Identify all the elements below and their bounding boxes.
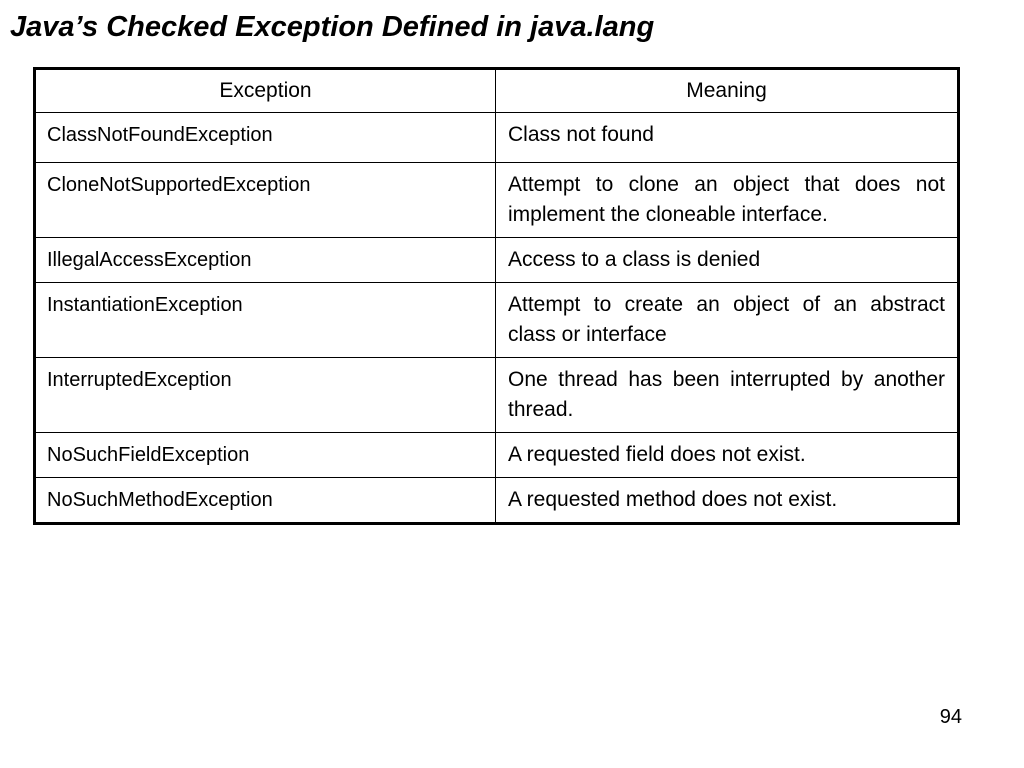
- table-row: [35, 163, 959, 238]
- table-row: [35, 238, 959, 283]
- exception-name-cell: IllegalAccessException: [35, 238, 496, 283]
- exceptions-table: [33, 67, 960, 525]
- exception-name-cell: NoSuchFieldException: [35, 433, 496, 478]
- slide-title: Java’s Checked Exception Defined in java.lang: [10, 11, 655, 43]
- exception-name-cell: InterruptedException: [35, 358, 496, 433]
- exception-meaning-cell: Attempt to create an object of an abstract class or interface: [496, 283, 959, 358]
- exception-name-cell: CloneNotSupportedException: [35, 163, 496, 238]
- table-row: [35, 478, 959, 524]
- exception-name-cell: NoSuchMethodException: [35, 478, 496, 524]
- header-exception: Exception: [35, 69, 496, 113]
- exception-name-cell: InstantiationException: [35, 283, 496, 358]
- table-row: [35, 433, 959, 478]
- table-row: [35, 113, 959, 163]
- exception-meaning-cell: A requested method does not exist.: [496, 478, 959, 524]
- header-meaning: Meaning: [496, 69, 959, 113]
- table-row: [35, 283, 959, 358]
- table-row: [35, 358, 959, 433]
- exception-name-cell: ClassNotFoundException: [35, 113, 496, 163]
- table-header-row: [35, 69, 959, 113]
- exception-meaning-cell: Attempt to clone an object that does not implement the cloneable interface.: [496, 163, 959, 238]
- exception-meaning-cell: Class not found: [496, 113, 959, 163]
- exception-meaning-cell: Access to a class is denied: [496, 238, 959, 283]
- exception-meaning-cell: A requested field does not exist.: [496, 433, 959, 478]
- page-number: 94: [939, 706, 962, 728]
- exception-meaning-cell: One thread has been interrupted by another thread.: [496, 358, 959, 433]
